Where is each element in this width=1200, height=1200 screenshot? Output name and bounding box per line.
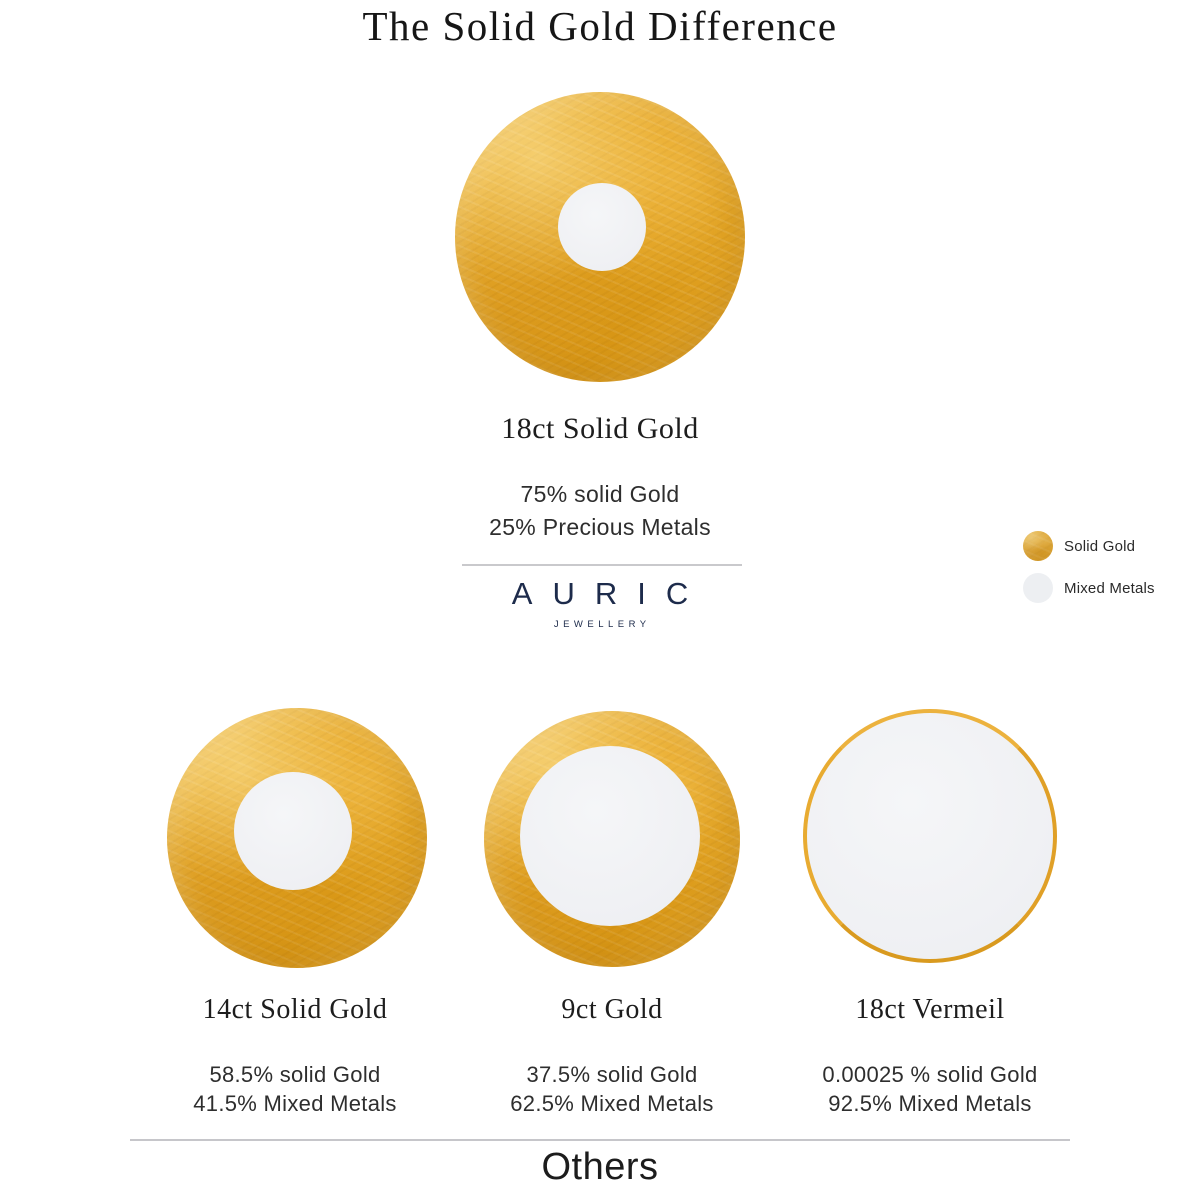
solid-gold-swatch-icon <box>1023 531 1053 561</box>
legend-item-mixed-metals <box>1023 573 1155 603</box>
brand-subtitle: JEWELLERY <box>553 619 651 630</box>
logo-divider <box>462 564 742 566</box>
item-name: 14ct Solid Gold <box>202 994 388 1025</box>
item-composition-line-2: 92.5% Mixed Metals <box>828 1091 1032 1116</box>
hero-mixed-metal-core <box>558 183 646 271</box>
18ct-vermeil-disc <box>803 709 1057 963</box>
item-composition-line-1: 37.5% solid Gold <box>526 1062 698 1087</box>
9ct-mixed-metal-core <box>520 746 700 926</box>
item-name: 18ct Vermeil <box>855 994 1005 1025</box>
legend <box>1023 531 1155 615</box>
14ct-mixed-metal-core <box>234 772 352 890</box>
hero-gold-disc <box>455 92 745 382</box>
item-composition <box>750 1060 1110 1118</box>
item-name: 9ct Gold <box>561 994 663 1025</box>
brand-name: AURIC <box>511 576 709 611</box>
hero-composition <box>0 478 1200 544</box>
others-label: Others <box>541 1146 659 1188</box>
legend-label: Solid Gold <box>1064 537 1136 555</box>
9ct-gold-disc <box>484 711 740 967</box>
item-composition-line-1: 0.00025 % solid Gold <box>822 1062 1038 1087</box>
14ct-gold-disc <box>167 708 427 968</box>
item-composition-line-1: 58.5% solid Gold <box>209 1062 381 1087</box>
item-composition-line-2: 62.5% Mixed Metals <box>510 1091 714 1116</box>
hero-composition-line-1: 75% solid Gold <box>520 481 680 507</box>
item-composition <box>115 1060 475 1118</box>
legend-label: Mixed Metals <box>1064 579 1155 597</box>
legend-item-solid-gold <box>1023 531 1155 561</box>
item-composition <box>432 1060 792 1118</box>
page-title: The Solid Gold Difference <box>362 3 838 49</box>
brand-logo <box>0 576 1200 630</box>
mixed-metals-swatch-icon <box>1023 573 1053 603</box>
hero-item-name: 18ct Solid Gold <box>501 412 699 445</box>
hero-composition-line-2: 25% Precious Metals <box>489 514 711 540</box>
others-divider <box>130 1139 1070 1141</box>
item-composition-line-2: 41.5% Mixed Metals <box>193 1091 397 1116</box>
